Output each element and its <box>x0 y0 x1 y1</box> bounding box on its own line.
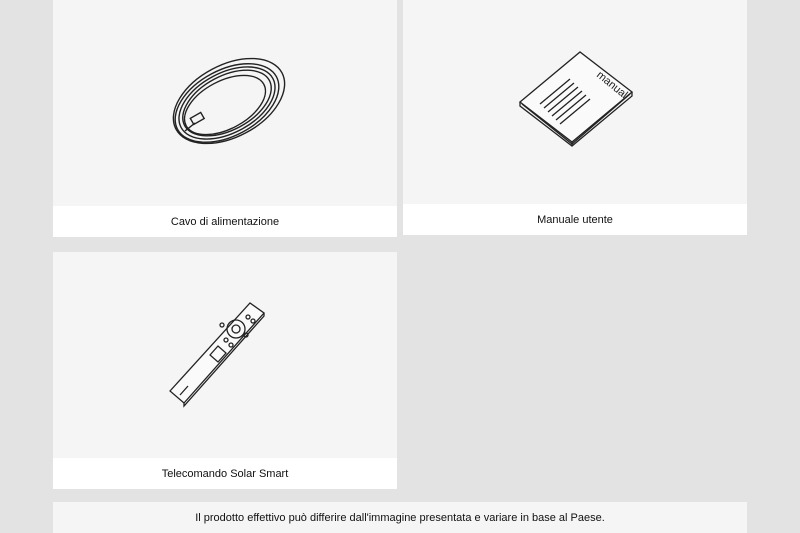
product-card-power-cable <box>53 0 397 237</box>
power-cable-illustration <box>53 0 397 206</box>
manual-cover-text: manual <box>594 69 630 102</box>
page-margin <box>754 0 800 533</box>
remote-illustration <box>53 252 397 458</box>
manual-icon <box>510 46 640 156</box>
disclaimer-text: Il prodotto effettivo può differire dall'immagine presentata e variare in base al Paese. <box>53 502 747 533</box>
product-label: Cavo di alimentazione <box>53 206 397 237</box>
product-card-remote <box>53 252 397 489</box>
manual-illustration <box>403 0 747 204</box>
product-label: Telecomando Solar Smart <box>53 458 397 489</box>
remote-control-icon <box>160 295 290 415</box>
power-cable-icon <box>155 47 295 157</box>
product-card-manual <box>403 0 747 235</box>
product-label: Manuale utente <box>403 204 747 235</box>
